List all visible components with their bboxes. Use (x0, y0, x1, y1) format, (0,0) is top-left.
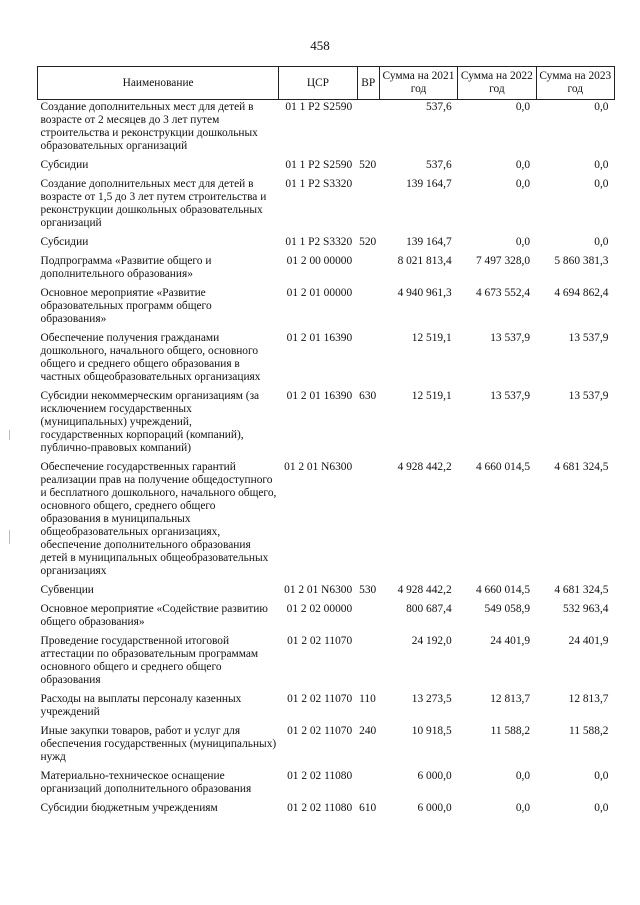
margin-mark (9, 530, 10, 544)
row-csr: 01 2 01 00000 (286, 287, 353, 299)
row-sum-2023: 0,0 (594, 101, 609, 113)
row-csr: 01 1 P2 S2590 (285, 159, 353, 171)
row-vr: 520 (359, 236, 377, 248)
row-csr: 01 2 00 00000 (286, 255, 353, 267)
table-row (38, 769, 615, 801)
margin-mark (9, 430, 10, 440)
row-sum-2022: 11 588,2 (490, 725, 531, 737)
page-number: 458 (310, 38, 330, 53)
row-sum-2023: 4 681 324,5 (554, 584, 609, 596)
row-name: Расходы на выплаты персоналу казенных учреждений (40, 693, 242, 718)
row-vr: 110 (359, 693, 376, 705)
row-vr (357, 460, 379, 583)
row-csr: 01 1 P2 S2590 (285, 101, 353, 113)
table-row (38, 692, 615, 724)
row-sum-2023: 4 694 862,4 (554, 287, 609, 299)
row-sum-2023: 0,0 (594, 159, 609, 171)
row-sum-2023: 532 963,4 (562, 603, 609, 615)
row-sum-2023: 5 860 381,3 (554, 255, 609, 267)
row-sum-2021: 24 192,0 (411, 635, 452, 647)
row-csr: 01 2 02 11080 (287, 770, 353, 782)
row-sum-2021: 4 940 961,3 (397, 287, 452, 299)
table-row (38, 801, 615, 820)
row-name: Обеспечение получения гражданами дошкольного, начального общего, основного общего и среднего общего образования в частных общеобразовательных организациях (40, 332, 261, 383)
row-sum-2023: 11 588,2 (569, 725, 609, 737)
row-sum-2023: 24 401,9 (568, 635, 609, 647)
table-row (38, 634, 615, 692)
row-sum-2022: 13 537,9 (490, 332, 531, 344)
row-csr: 01 2 01 N6300 (284, 461, 353, 473)
row-csr: 01 1 P2 S3320 (285, 178, 353, 190)
row-name: Материально-техническое оснащение организаций дополнительного образования (40, 770, 252, 795)
row-sum-2022: 0,0 (515, 159, 531, 171)
row-sum-2021: 139 164,7 (406, 178, 452, 190)
row-csr: 01 2 02 11070 (287, 635, 353, 647)
row-vr (357, 177, 379, 235)
header-sum-2022: Сумма на 2022 год (458, 67, 536, 100)
row-vr (357, 100, 379, 159)
row-sum-2023: 13 537,9 (568, 332, 609, 344)
row-csr: 01 2 02 11070 (287, 725, 353, 737)
table-row (38, 602, 615, 634)
row-vr (357, 634, 379, 692)
header-sum-2023: Сумма на 2023 год (536, 67, 614, 100)
row-sum-2022: 0,0 (515, 802, 531, 814)
row-name: Проведение государственной итоговой аттестации по образовательным программам основного общего и среднего общего образования (40, 635, 259, 686)
row-vr: 610 (359, 802, 377, 814)
table-row (38, 724, 615, 769)
row-name: Обеспечение государственных гарантий реализации прав на получение общедоступного и бесплатного дошкольного, начального общего, основного общего, среднего общего образования в муниципальных общеобразовательных организациях, обеспечение дополнительного образования детей в муниципальных общеобразовательных организациях (40, 461, 277, 577)
row-csr: 01 2 01 N6300 (284, 584, 353, 596)
row-csr: 01 2 02 11080 (287, 802, 353, 814)
row-sum-2021: 12 519,1 (411, 332, 452, 344)
row-vr (357, 602, 379, 634)
budget-table (37, 66, 615, 820)
row-sum-2023: 0,0 (594, 178, 609, 190)
table-row (38, 286, 615, 331)
row-vr (357, 331, 379, 389)
row-sum-2022: 0,0 (515, 178, 531, 190)
row-sum-2023: 12 813,7 (568, 693, 609, 705)
row-name: Основное мероприятие «Развитие образовательных программ общего образования» (40, 287, 212, 325)
header-vr: ВР (357, 67, 379, 100)
row-csr: 01 1 P2 S3320 (285, 236, 353, 248)
row-sum-2021: 537,6 (426, 159, 452, 171)
row-vr (357, 286, 379, 331)
table-row (38, 254, 615, 286)
table-row (38, 583, 615, 602)
row-name: Субсидии бюджетным учреждениям (40, 802, 218, 814)
row-sum-2021: 12 519,1 (411, 390, 452, 402)
row-vr (357, 769, 379, 801)
row-sum-2022: 13 537,9 (490, 390, 531, 402)
row-name: Субсидии (40, 159, 89, 171)
row-sum-2022: 4 673 552,4 (475, 287, 531, 299)
row-sum-2021: 139 164,7 (406, 236, 452, 248)
row-sum-2021: 537,6 (426, 101, 452, 113)
row-sum-2021: 6 000,0 (417, 770, 452, 782)
row-name: Подпрограмма «Развитие общего и дополнительного образования» (40, 255, 212, 280)
table-header-row (38, 67, 615, 100)
row-sum-2022: 0,0 (515, 236, 531, 248)
row-csr: 01 2 02 00000 (286, 603, 353, 615)
row-sum-2023: 4 681 324,5 (554, 461, 609, 473)
row-sum-2022: 4 660 014,5 (475, 584, 531, 596)
row-csr: 01 2 01 16390 (286, 390, 353, 402)
row-csr: 01 2 01 16390 (286, 332, 353, 344)
row-sum-2022: 549 058,9 (484, 603, 531, 615)
row-sum-2022: 12 813,7 (490, 693, 531, 705)
row-sum-2023: 0,0 (594, 236, 609, 248)
row-name: Иные закупки товаров, работ и услуг для обеспечения государственных (муниципальных) нужд (40, 725, 277, 763)
row-name: Основное мероприятие «Содействие развитию общего образования» (40, 603, 268, 628)
row-sum-2022: 24 401,9 (490, 635, 531, 647)
row-sum-2021: 6 000,0 (417, 802, 452, 814)
table-body (38, 100, 615, 821)
table-row (38, 177, 615, 235)
row-sum-2023: 0,0 (594, 802, 609, 814)
row-sum-2022: 0,0 (515, 101, 531, 113)
row-sum-2022: 0,0 (515, 770, 531, 782)
row-sum-2022: 7 497 328,0 (475, 255, 531, 267)
table-row (38, 389, 615, 460)
table-row (38, 158, 615, 177)
row-name: Субсидии (40, 236, 89, 248)
row-sum-2022: 4 660 014,5 (475, 461, 531, 473)
row-name: Субсидии некоммерческим организациям (за исключением государственных (муниципальных) учреждений, государственных корпораций (компаний), публично-правовых компаний) (40, 390, 260, 454)
row-sum-2021: 10 918,5 (411, 725, 452, 737)
row-name: Субвенции (40, 584, 94, 596)
table-row (38, 331, 615, 389)
row-csr: 01 2 02 11070 (287, 693, 353, 705)
row-sum-2021: 4 928 442,2 (397, 584, 452, 596)
table-row (38, 460, 615, 583)
row-name: Создание дополнительных мест для детей в возрасте от 1,5 до 3 лет путем строительства и реконструкции дошкольных образовательных организаций (40, 178, 267, 229)
header-sum-2021: Сумма на 2021 год (379, 67, 457, 100)
header-csr: ЦСР (279, 67, 357, 100)
row-sum-2023: 13 537,9 (568, 390, 609, 402)
row-sum-2021: 8 021 813,4 (397, 255, 452, 267)
row-vr (357, 254, 379, 286)
row-sum-2021: 800 687,4 (406, 603, 452, 615)
row-name: Создание дополнительных мест для детей в возрасте от 2 месяцев до 3 лет путем строительства и реконструкции дошкольных образовательных организаций (40, 101, 258, 152)
row-vr: 530 (359, 584, 377, 596)
table-row (38, 100, 615, 159)
row-vr: 630 (359, 390, 377, 402)
row-sum-2023: 0,0 (594, 770, 609, 782)
row-vr: 520 (359, 159, 377, 171)
table-row (38, 235, 615, 254)
row-sum-2021: 13 273,5 (411, 693, 452, 705)
header-name: Наименование (38, 67, 279, 100)
row-sum-2021: 4 928 442,2 (397, 461, 452, 473)
row-vr: 240 (359, 725, 377, 737)
